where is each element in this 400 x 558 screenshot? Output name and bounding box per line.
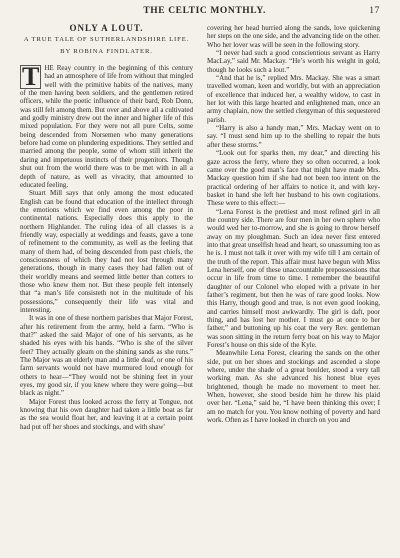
body-paragraph: “I never had such a good conscientious servant as Harry MacLay,” said Mr. Mackay. “He’s worth his weight in gold, though he looks such a lout.” <box>207 49 380 74</box>
magazine-title: THE CELTIC MONTHLY. <box>143 6 266 16</box>
right-column <box>207 24 380 431</box>
two-column-body <box>20 24 380 431</box>
body-paragraph: “And that he is,” replied Mrs. Mackay. She was a smart travelled woman, keen and worldly, but with an appreciation of excellence that induced her, a wealthy widow, to cast in her lot with this large hearted and enlightened man, once an army chaplain, now the settled clergyman of this sequestered parish. <box>207 74 380 124</box>
body-paragraph: “Harry is also a handy man,” Mrs. Mackay went on to say. “I must send him up to the shelling to repair the huts after these storms.” <box>207 124 380 149</box>
article-title: ONLY A LOUT. <box>69 23 144 33</box>
opening-paragraph <box>20 64 193 189</box>
continued-paragraph: covering her head hurried along the sands, love quickening her steps on the one side, and the advancing tide on the other. Who her lover was will be seen in the following story. <box>207 24 380 49</box>
drop-cap: T <box>22 62 40 92</box>
body-paragraph: Stuart Mill says that only among the most educated English can be found that education of the intellect through the emotions which we find even among the poor in continental nations. Especially does this apply to the northern Highlander. The ruling idea of all classes is a friendly way, especially at weddings and feasts, gave a tone of refinement to the community, as well as the feeling that many of them had, of being descended from past chiefs, the consciousness of which they had not lost through many generations, though in many cases they had fallen out of their worldly means and seemed little better than cotters to those who knew them not. But these people felt intensely that “a man’s life consisteth not in the multitude of his possessions,” consequently their life was vital and interesting. <box>20 189 193 314</box>
body-paragraph: Meanwhile Lena Forest, clearing the sands on the other side, put on her shoes and stockings and ascended a slope where, under the shade of a great boulder, stood a very tall working man. As she advanced his honest blue eyes brightened, though he made no movement to meet her. When, however, she stood beside him he threw his plaid over her. “Lena,” said he, “I have been thinking this over; I am no match for you. You know nothing of poverty and hard work. Often as I have looked in church on you and <box>207 349 380 425</box>
body-paragraph: “Look out for sparks then, my dear,” and directing his gaze across the ferry, where they so often occurred, a look came over the good man’s face that might have made Mrs. Mackay question him if she had not been too intent on the practical ordering of her affairs to notice it, and with key-basket in hand she left her husband to his own cogitations. These were to this effect:— <box>207 149 380 208</box>
body-paragraph: It was in one of these northern parishes that Major Forest, after his retirement from the army, held a farm. “Who is that?” asked the said Major of one of his servants, as he shaded his eyes with his hands. “Who is she of the silver feet? They actually gleam on the shining sands as she runs.” The Major was an elderly man and a little deaf, or one of his farm servants would not have murmured loud enough for others to hear—“They would not be shining feet in your eyes, my good sir, if you knew where they were going—but black as night.” <box>20 314 193 398</box>
running-header <box>20 6 380 18</box>
page-number: 17 <box>369 6 380 16</box>
article-subtitle: A TRUE TALE OF SUTHERLANDSHIRE LIFE. <box>23 36 190 44</box>
body-paragraph: Major Forest thus looked across the ferry at Tongue, not knowing that his own daughter had taken a little boat as far as the sea would float her, and leaving it at a certain point had put off her shoes and stockings, and with shaw' <box>20 397 193 431</box>
body-paragraph: “Lena Forest is the prettiest and most refined girl in all the country side. There are four men in her own sphere who would wed her to-morrow, and she is going to throw herself away on my ploughman. Such an idea never first entered into that great unselfish head and heart, so unassuming too as he is. I must not talk it over with my wife till I am certain of the truth of the report. This affair must have begun with Miss Lena herself, one of these unaccountable prepossessions that occur in life from time to time. I remember the beautiful daughter of our Colonel who eloped with a private in her father’s regiment, but then he was of rare good looks. Now this Harry, though good and true, is not even good looking, and carries himself most awkwardly. The girl is daft, poor thing, and has lost her mother. I must go at once to her father,” and buttoning up his coat the very Rev. gentleman was soon sitting in the return ferry boat on his way to Major Forest’s house on this side of the Kyle. <box>207 207 380 350</box>
opening-paragraph-text: HE Reay country in the beginning of this century had an atmosphere of life from without that mingled well with the primitive habits of the natives, many of the men having been soldiers, and the gentlemen retired officers, while the poetic influence of their bard, Rob Donn, was still felt among them. But over and above all a cultivated and godly ministry drew out the inner and higher life of this mixed population. For they were not all pure Celts, some being descended from Norsemen who many generations before had come on plundering expeditions. They settled and married among the people, some of whom still inherit the daring and impetuous instincts of their progenitors. Though shut out from the world there was to be met with in all a depth of nature, as well as vivacity, that amounted to educated feeling. <box>20 64 193 189</box>
left-column <box>20 24 193 431</box>
article-byline: BY ROBINA FINDLATER. <box>60 47 153 55</box>
